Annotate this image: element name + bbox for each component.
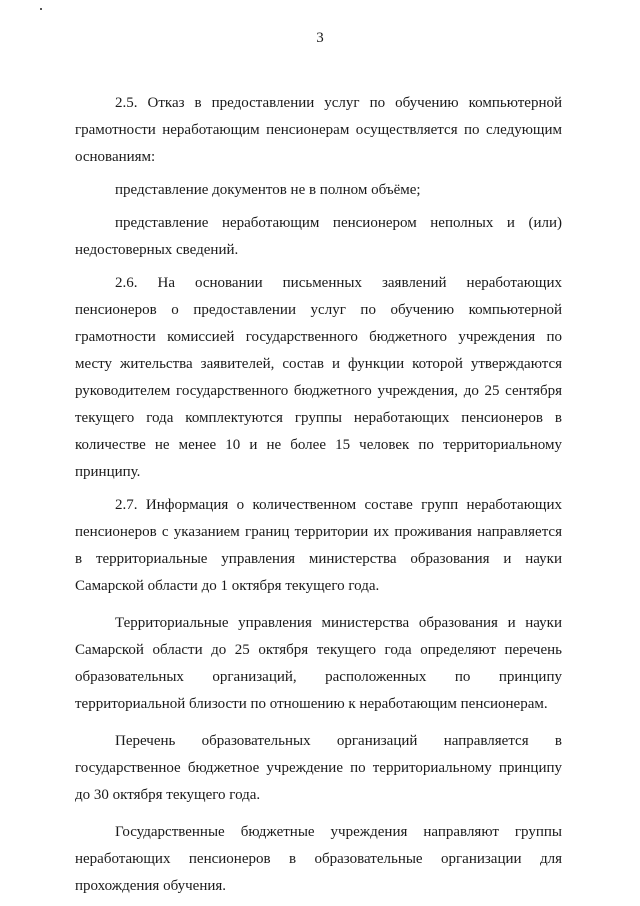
paragraph-territorial-offices: Территориальные управления министерства образования и науки Самарской области до 25 октября текущего года определяют перечень образовательных организаций, расположенных по принципу территориальной близости по отношению к неработающим пенсионерам. — [75, 615, 562, 712]
paragraph-2-7: 2.7. Информация о количественном составе групп неработающих пенсионеров с указанием границ территории их проживания направляется в территориальные управления министерства образования и науки Самарской области до 1 октября текущего года. — [75, 497, 562, 594]
paragraph-groups-sent: Государственные бюджетные учреждения направляют группы неработающих пенсионеров в образовательные организации для прохождения обучения. — [75, 824, 562, 894]
paragraph-2-5: 2.5. Отказ в предоставлении услуг по обучению компьютерной грамотности неработающим пенсионерам осуществляется по следующим основаниям: — [75, 95, 562, 165]
paragraph-2-6: 2.6. На основании письменных заявлений неработающих пенсионеров о предоставлении услуг по обучению компьютерной грамотности комиссией государственного бюджетного учреждения по месту жительства заявителей, состав и функции которой утверждаются руководителем государственного бюджетного учреждения, до 25 сентября текущего года комплектуются группы неработающих пенсионеров в количестве не менее 10 и не более 15 человек по территориальному принципу. — [75, 275, 562, 480]
page-number: 3 — [316, 30, 324, 46]
document-body — [75, 90, 562, 906]
paragraph-refusal-ground-1: представление документов не в полном объёме; — [115, 182, 421, 198]
paragraph-list-sent: Перечень образовательных организаций направляется в государственное бюджетное учреждение по территориальному принципу до 30 октября текущего года. — [75, 733, 562, 803]
paragraph-refusal-ground-2: представление неработающим пенсионером неполных и (или) недостоверных сведений. — [75, 215, 562, 258]
scan-mark — [40, 8, 42, 10]
